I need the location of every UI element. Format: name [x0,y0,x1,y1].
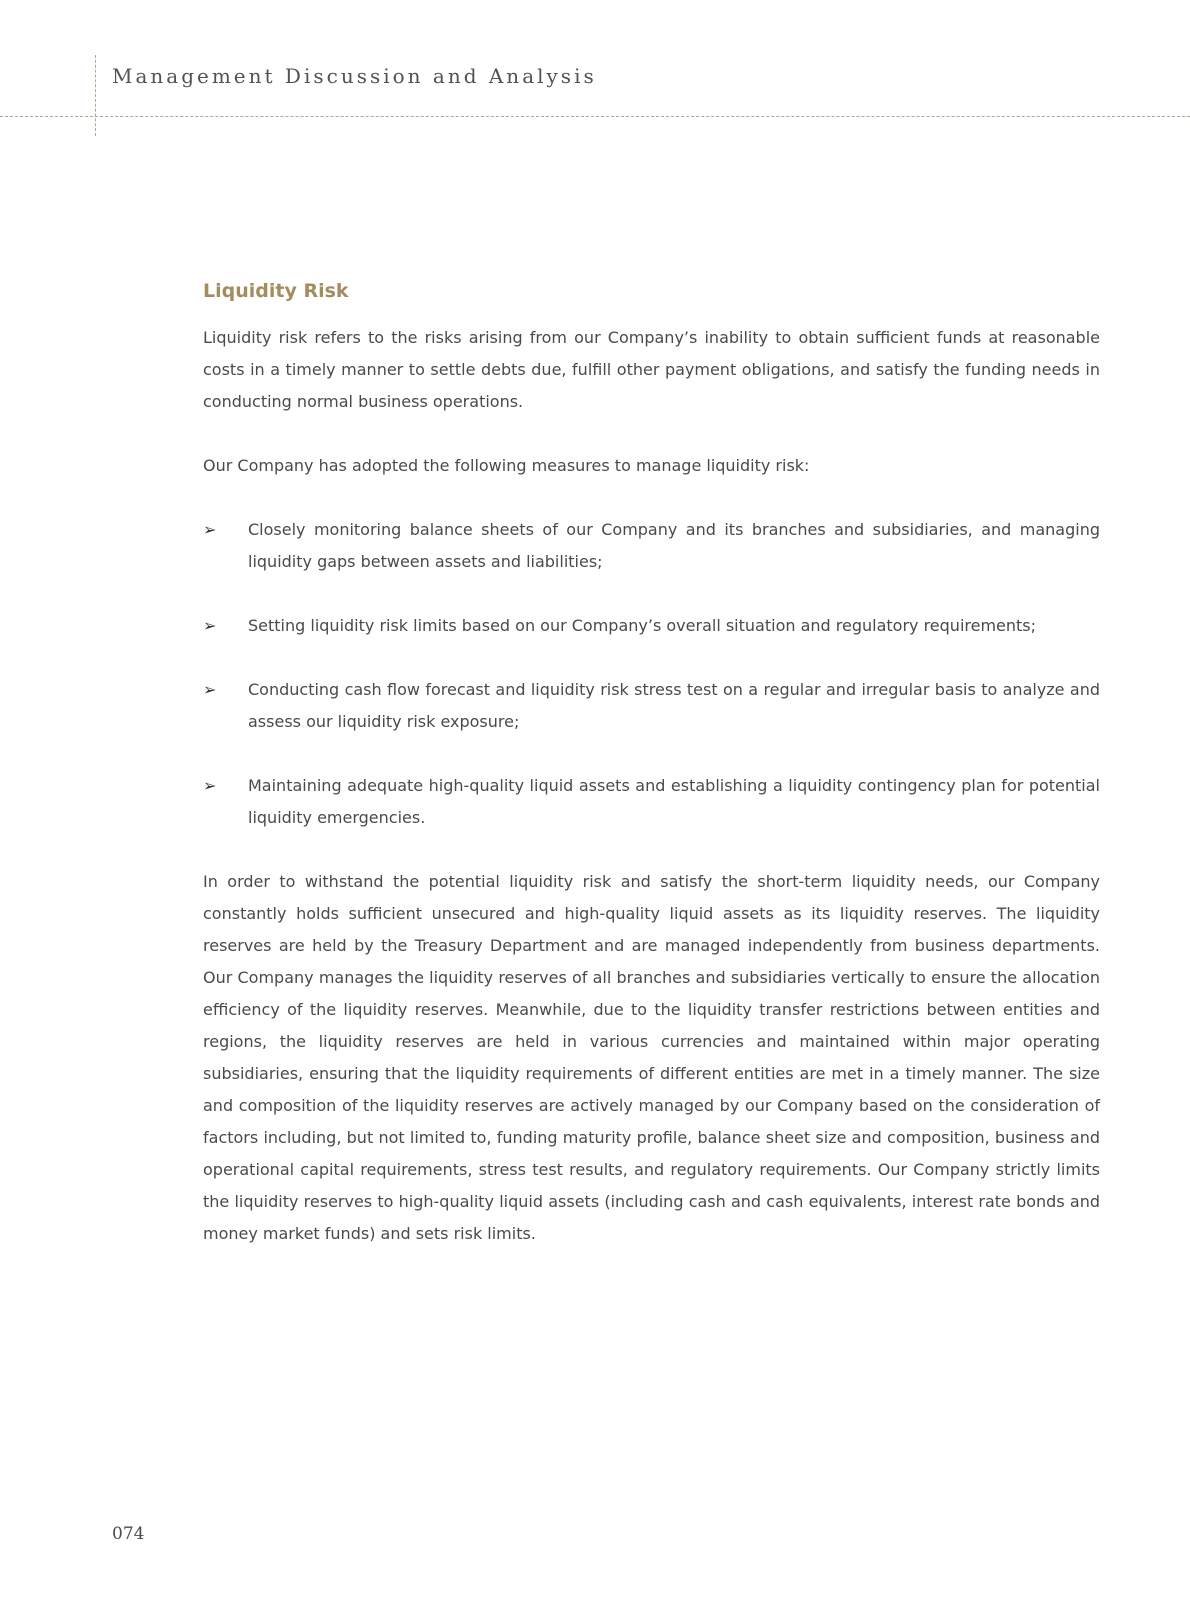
header-horizontal-rule [0,116,1190,117]
arrow-bullet-icon: ➢ [203,520,217,539]
list-item-text: Closely monitoring balance sheets of our Company and its branches and subsidiaries, and managing liquidity gaps between assets and liabilities; [248,520,1100,571]
arrow-bullet-icon: ➢ [203,616,217,635]
closing-paragraph: In order to withstand the potential liquidity risk and satisfy the short-term liquidity needs, our Company constantly holds sufficient unsecured and high-quality liquid assets as its liquidity reserves. The liquidity reserves are held by the Treasury Department and are managed independently from business departments. Our Company manages the liquidity reserves of all branches and subsidiaries vertically to ensure the allocation efficiency of the liquidity reserves. Meanwhile, due to the liquidity transfer restrictions between entities and regions, the liquidity reserves are held in various currencies and maintained within major operating subsidiaries, ensuring that the liquidity requirements of different entities are met in a timely manner. The size and composition of the liquidity reserves are actively managed by our Company based on the consideration of factors including, but not limited to, funding maturity profile, balance sheet size and composition, business and operational capital requirements, stress test results, and regulatory requirements. Our Company strictly limits the liquidity reserves to high-quality liquid assets (including cash and cash equivalents, interest rate bonds and money market funds) and sets risk limits. [203,872,1100,1243]
section-heading: Liquidity Risk [203,280,349,302]
running-header-title: Management Discussion and Analysis [112,64,597,88]
list-item-text: Conducting cash flow forecast and liquidity risk stress test on a regular and irregular basis to analyze and assess our liquidity risk exposure; [248,680,1100,731]
list-item [203,610,1100,642]
arrow-bullet-icon: ➢ [203,680,217,699]
header-vertical-rule [95,55,96,136]
intro-paragraph: Liquidity risk refers to the risks arising from our Company’s inability to obtain sufficient funds at reasonable costs in a timely manner to settle debts due, fulfill other payment obligations, and satisfy the funding needs in conducting normal business operations. [203,328,1100,411]
main-content [203,278,1100,1282]
page-number: 074 [112,1524,145,1544]
list-item [203,674,1100,738]
list-item-text: Maintaining adequate high-quality liquid assets and establishing a liquidity contingency plan for potential liquidity emergencies. [248,776,1100,827]
measures-list [203,514,1100,834]
list-item [203,770,1100,834]
list-item-text: Setting liquidity risk limits based on our Company’s overall situation and regulatory requirements; [248,616,1037,635]
measures-intro-paragraph: Our Company has adopted the following measures to manage liquidity risk: [203,456,810,475]
list-item [203,514,1100,578]
arrow-bullet-icon: ➢ [203,776,217,795]
